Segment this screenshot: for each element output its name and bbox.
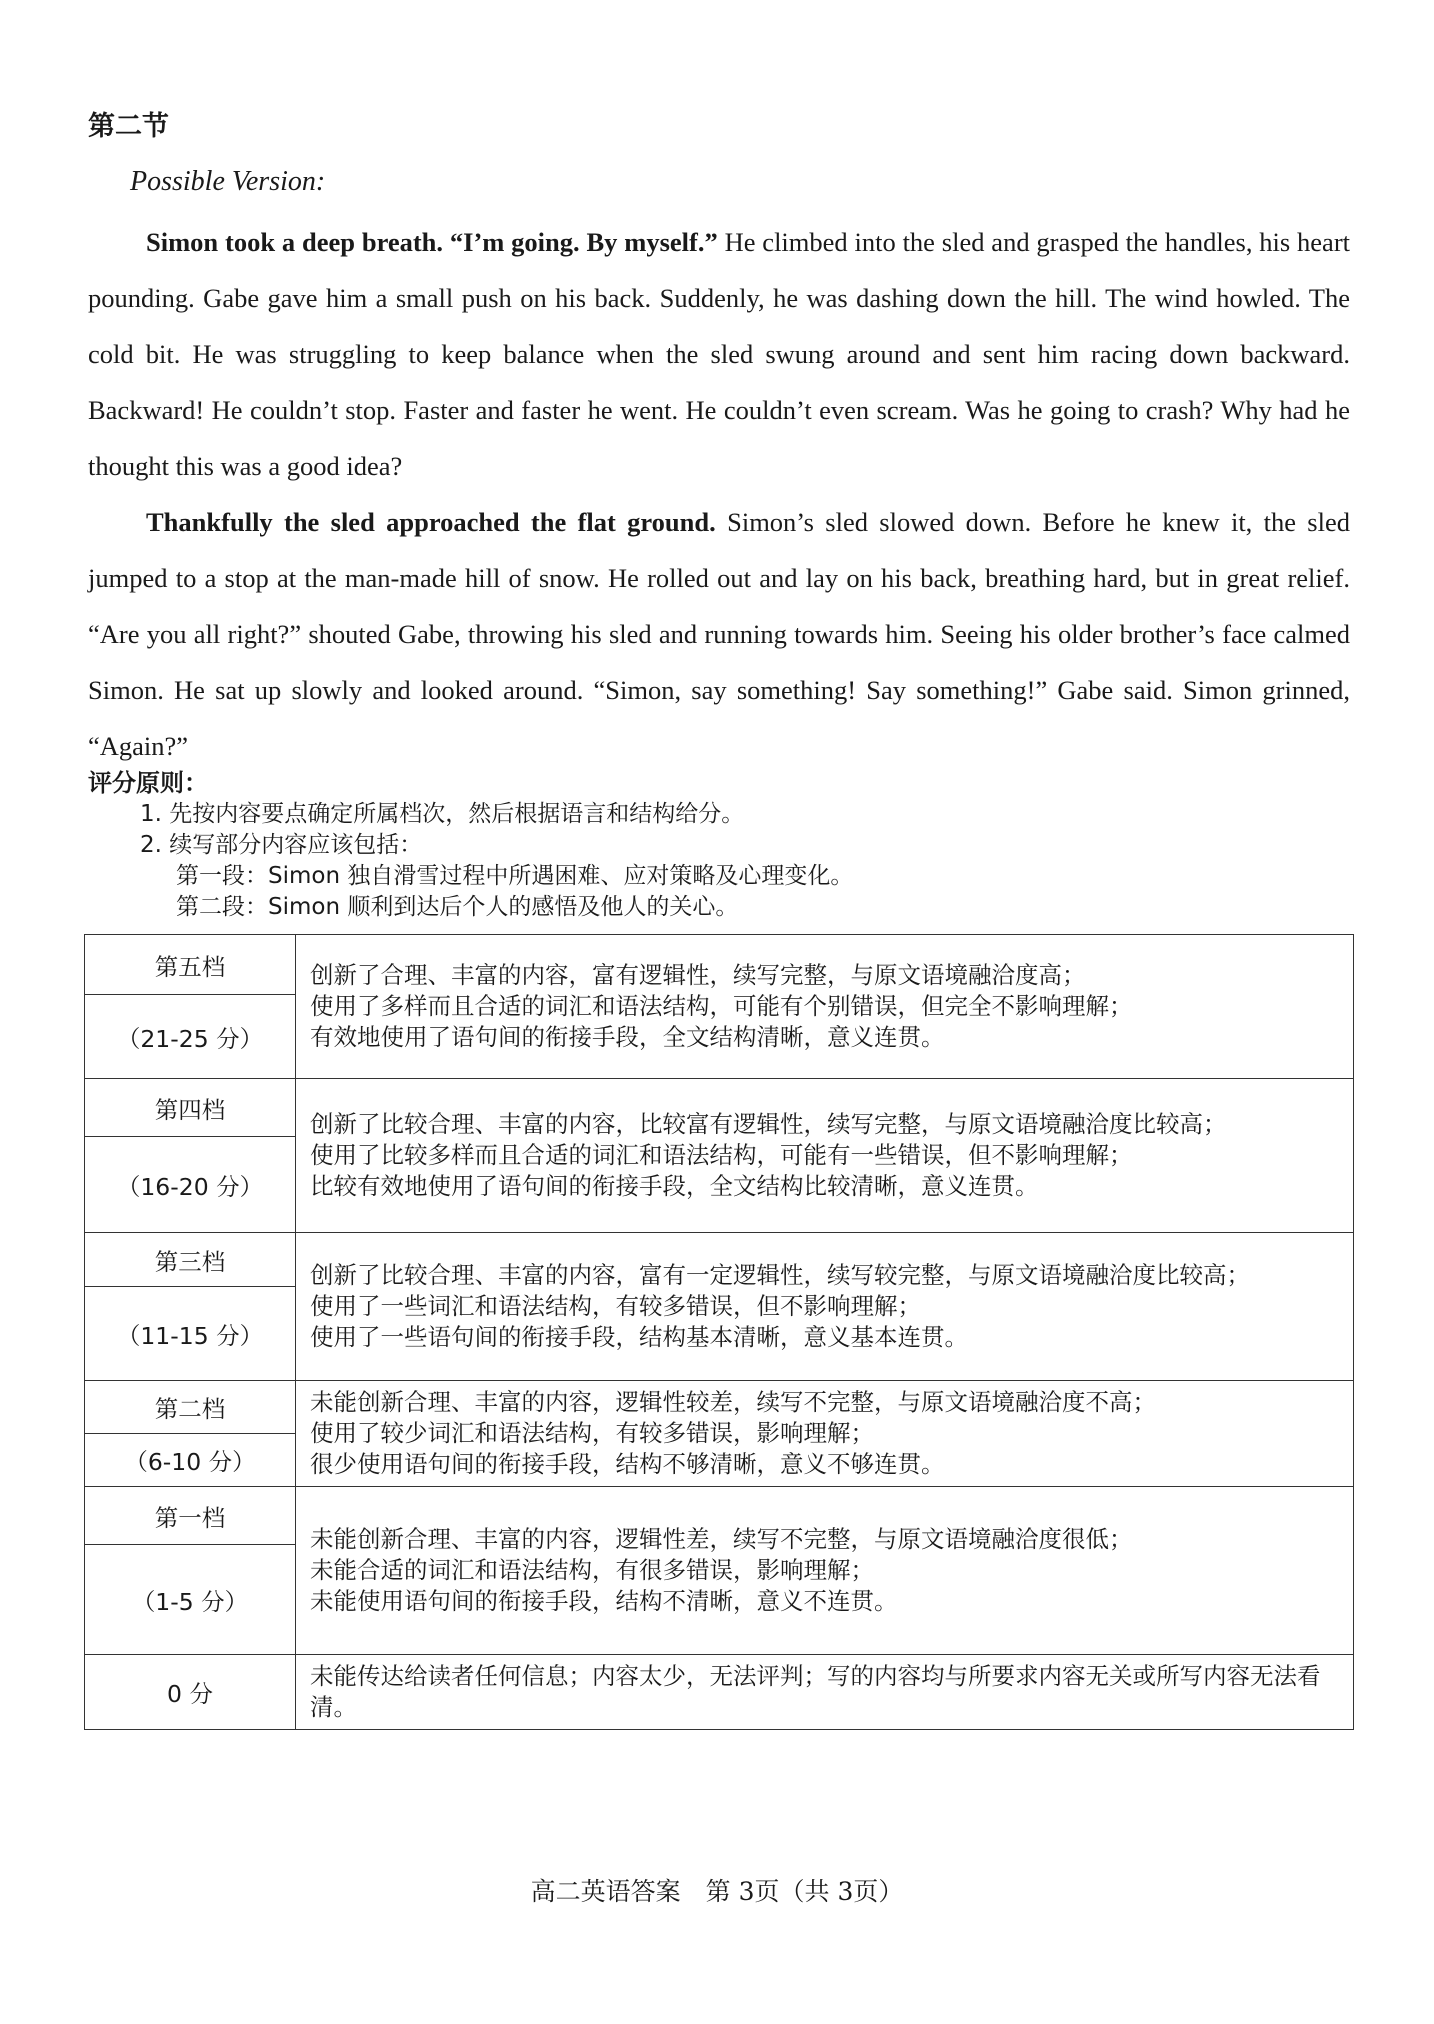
desc-line: 比较有效地使用了语句间的衔接手段，全文结构比较清晰，意义连贯。 xyxy=(310,1172,1039,1200)
grade-row xyxy=(85,1233,1354,1287)
grade-score: （16-20 分） xyxy=(85,1137,296,1233)
grade-row xyxy=(85,1381,1354,1434)
rule-item-2: 2. 续写部分内容应该包括： xyxy=(140,832,423,858)
grade-description xyxy=(296,1381,1354,1487)
desc-line: 创新了合理、丰富的内容，富有逻辑性，续写完整，与原文语境融洽度高； xyxy=(310,961,1086,989)
scoring-rules xyxy=(88,768,853,923)
essay-paragraph-1 xyxy=(88,214,1350,494)
desc-line: 未能创新合理、丰富的内容，逻辑性差，续写不完整，与原文语境融洽度很低； xyxy=(310,1525,1133,1553)
desc-line: 使用了一些语句间的衔接手段，结构基本清晰，意义基本连贯。 xyxy=(310,1323,968,1351)
desc-line: 未能创新合理、丰富的内容，逻辑性较差，续写不完整，与原文语境融洽度不高； xyxy=(310,1388,1156,1416)
grade-level: 第二档 xyxy=(85,1381,296,1434)
model-essay xyxy=(88,214,1350,774)
desc-line: 未能合适的词汇和语法结构，有很多错误，影响理解； xyxy=(310,1556,874,1584)
grade-row xyxy=(85,1079,1354,1137)
rule-paragraph-2: 第二段：Simon 顺利到达后个人的感悟及他人的关心。 xyxy=(176,894,739,920)
paragraph-1-body: He climbed into the sled and grasped the handles, his heart pounding. Gabe gave him a small push on his back. Suddenly, he was dashing down the hill. The wind howled. The cold bit. He was struggling to keep balance when the sled swung around and sent him racing down backward. Backward! He couldn’t stop. Faster and faster he went. He couldn’t even scream. Was he going to crash? Why had he thought this was a good idea? xyxy=(88,227,1350,481)
paragraph-1-lead: Simon took a deep breath. “I’m going. By myself.” xyxy=(146,227,718,257)
essay-paragraph-2 xyxy=(88,494,1350,774)
desc-line: 使用了一些词汇和语法结构，有较多错误，但不影响理解； xyxy=(310,1292,921,1320)
grade-score: （21-25 分） xyxy=(85,995,296,1079)
grade-description xyxy=(296,935,1354,1079)
possible-version-label: Possible Version: xyxy=(130,166,326,197)
grade-description xyxy=(296,1487,1354,1655)
grade-description: 未能传达给读者任何信息；内容太少，无法评判；写的内容均与所要求内容无关或所写内容无法看清。 xyxy=(296,1655,1354,1730)
grade-level: 0 分 xyxy=(85,1655,296,1730)
paragraph-2-body: Simon’s sled slowed down. Before he knew it, the sled jumped to a stop at the man-made hill of snow. He rolled out and lay on his back, breathing hard, but in great relief. “Are you all right?” shouted Gabe, throwing his sled and running towards him. Seeing his older brother’s face calmed Simon. He sat up slowly and looked around. “Simon, say something! Say something!” Gabe said. Simon grinned, “Again?” xyxy=(88,507,1350,761)
section-title: 第二节 xyxy=(88,111,169,142)
desc-line: 未能使用语句间的衔接手段，结构不清晰，意义不连贯。 xyxy=(310,1587,898,1615)
desc-line: 有效地使用了语句间的衔接手段，全文结构清晰，意义连贯。 xyxy=(310,1023,945,1051)
grade-row xyxy=(85,1655,1354,1730)
grade-score: （11-15 分） xyxy=(85,1287,296,1381)
grade-level: 第一档 xyxy=(85,1487,296,1545)
grade-row xyxy=(85,1487,1354,1545)
desc-line: 很少使用语句间的衔接手段，结构不够清晰，意义不够连贯。 xyxy=(310,1450,945,1478)
rule-paragraph-1: 第一段：Simon 独自滑雪过程中所遇困难、应对策略及心理变化。 xyxy=(176,863,854,889)
page-footer: 高二英语答案 第 3页（共 3页） xyxy=(530,1877,904,1906)
grade-description xyxy=(296,1079,1354,1233)
rules-title: 评分原则： xyxy=(88,769,208,797)
desc-line: 创新了比较合理、丰富的内容，比较富有逻辑性，续写完整，与原文语境融洽度比较高； xyxy=(310,1110,1227,1138)
grade-description xyxy=(296,1233,1354,1381)
desc-line: 使用了多样而且合适的词汇和语法结构，可能有个别错误，但完全不影响理解； xyxy=(310,992,1133,1020)
rule-item-1: 1. 先按内容要点确定所属档次，然后根据语言和结构给分。 xyxy=(140,801,745,827)
grade-score: （6-10 分） xyxy=(85,1434,296,1487)
grade-score: （1-5 分） xyxy=(85,1545,296,1655)
desc-line: 使用了比较多样而且合适的词汇和语法结构，可能有一些错误，但不影响理解； xyxy=(310,1141,1133,1169)
desc-line: 创新了比较合理、丰富的内容，富有一定逻辑性，续写较完整，与原文语境融洽度比较高； xyxy=(310,1261,1250,1289)
grade-level: 第四档 xyxy=(85,1079,296,1137)
grade-row xyxy=(85,935,1354,995)
grade-level: 第五档 xyxy=(85,935,296,995)
grade-level: 第三档 xyxy=(85,1233,296,1287)
paragraph-2-lead: Thankfully the sled approached the flat ground. xyxy=(146,507,716,537)
grading-table xyxy=(84,934,1354,1730)
desc-line: 使用了较少词汇和语法结构，有较多错误，影响理解； xyxy=(310,1419,874,1447)
